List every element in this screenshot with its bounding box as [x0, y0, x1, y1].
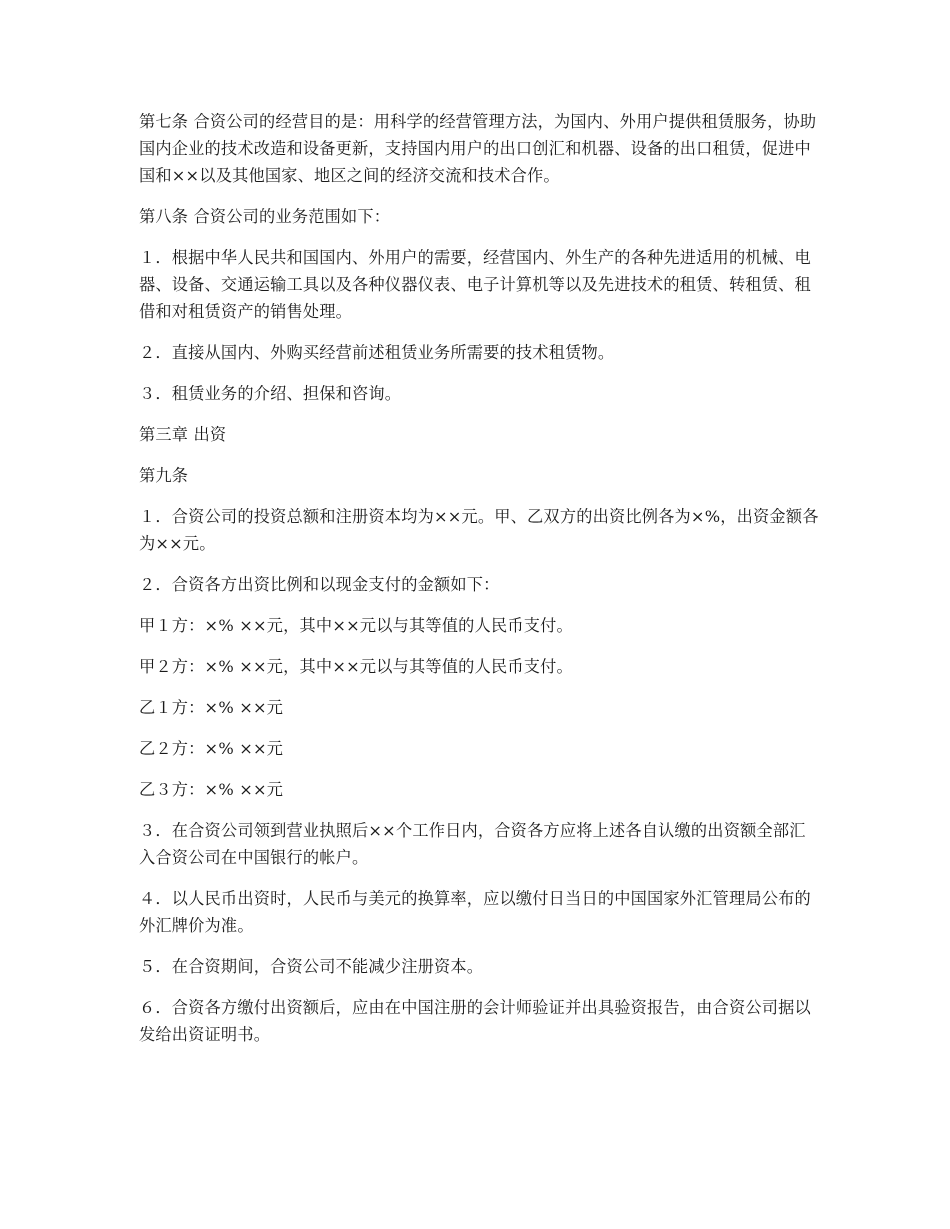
- article-9-heading: 第九条: [139, 466, 189, 485]
- article-8-heading: 第八条 合资公司的业务范围如下：: [139, 207, 391, 226]
- article-9-item-4: ４．以人民币出资时，人民币与美元的换算率，应以缴付日当日的中国国家外汇管理局公布的外汇牌价为准。: [139, 889, 811, 935]
- chapter-3-heading: 第三章 出资: [139, 425, 227, 444]
- article-9-item-5: ５．在合资期间，合资公司不能减少注册资本。: [139, 957, 484, 976]
- party-b1-contribution: 乙１方：×% ××元: [139, 698, 284, 717]
- article-9-item-3: ３．在合资公司领到营业执照后××个工作日内，合资各方应将上述各自认缴的出资额全部汇入合资公司在中国银行的帐户。: [139, 821, 806, 867]
- article-8-item-1: １．根据中华人民共和国国内、外用户的需要，经营国内、外生产的各种先进适用的机械、电器、设备、交通运输工具以及各种仪器仪表、电子计算机等以及先进技术的租赁、转租赁、租借和对租赁资产的销售处理。: [139, 248, 811, 321]
- article-8-item-2: ２．直接从国内、外购买经营前述租赁业务所需要的技术租赁物。: [139, 343, 615, 362]
- document-body: [139, 108, 819, 1062]
- article-9-item-2: ２．合资各方出资比例和以现金支付的金额如下：: [139, 575, 500, 594]
- article-7-purpose: 第七条 合资公司的经营目的是：用科学的经营管理方法，为国内、外用户提供租赁服务，协助国内企业的技术改造和设备更新，支持国内用户的出口创汇和机器、设备的出口租赁，促进中国和××以及其他国家、地区之间的经济交流和技术合作。: [139, 112, 817, 185]
- party-b2-contribution: 乙２方：×% ××元: [139, 739, 284, 758]
- article-9-item-6: ６．合资各方缴付出资额后，应由在中国注册的会计师验证并出具验资报告，由合资公司据以发给出资证明书。: [139, 998, 811, 1044]
- party-b3-contribution: 乙３方：×% ××元: [139, 780, 284, 799]
- party-a1-contribution: 甲１方：×% ××元，其中××元以与其等值的人民币支付。: [139, 616, 573, 635]
- party-a2-contribution: 甲２方：×% ××元，其中××元以与其等值的人民币支付。: [139, 657, 573, 676]
- article-9-item-1: １．合资公司的投资总额和注册资本均为××元。甲、乙双方的出资比例各为×%，出资金额各为××元。: [139, 507, 819, 553]
- article-8-item-3: ３．租赁业务的介绍、担保和咨询。: [139, 384, 402, 403]
